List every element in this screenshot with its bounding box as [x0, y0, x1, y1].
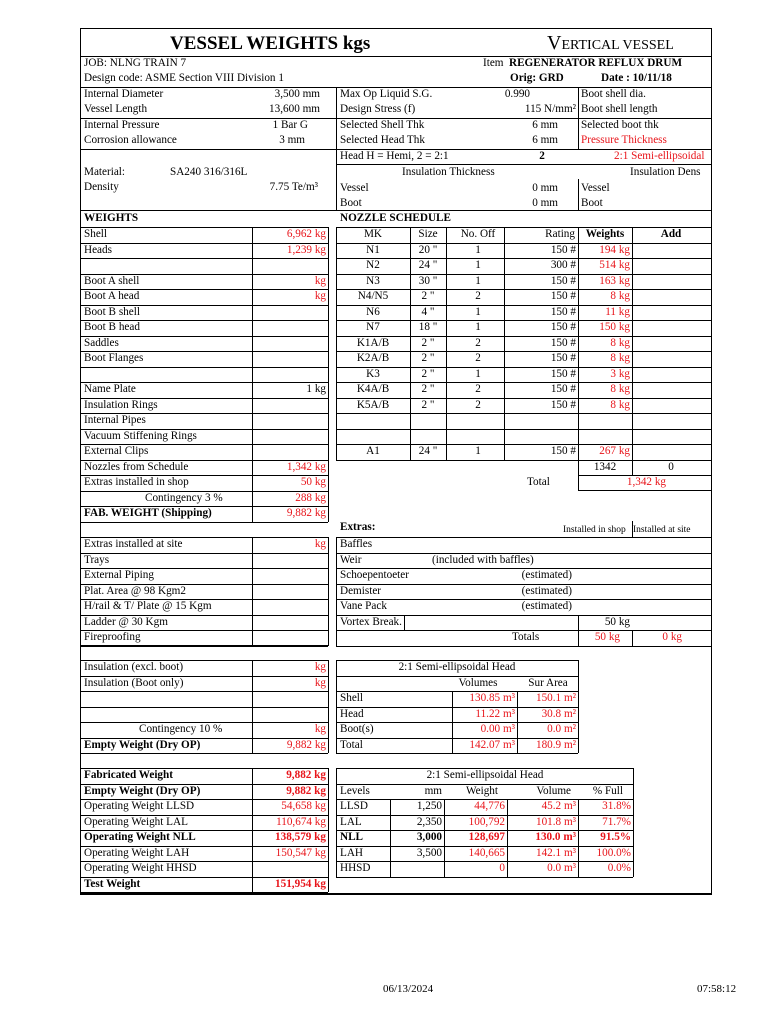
nozzle-header: No. Off	[460, 228, 496, 240]
text-cell: Levels	[340, 785, 370, 797]
text-cell: 11.22 m³	[475, 708, 515, 720]
vessel-type-rest: ERTICAL VESSEL	[561, 38, 674, 53]
job-label: JOB: NLNG TRAIN 7	[84, 57, 187, 69]
text-cell: Insulation Thickness	[402, 166, 495, 178]
nozzle-weight: 11 kg	[605, 306, 630, 318]
grid-line-h	[336, 877, 633, 878]
nozzle-mark: N4/N5	[357, 290, 389, 302]
grid-line-v	[336, 149, 337, 164]
weight-item-value: kg	[314, 290, 326, 302]
site-item-label: H/rail & T/ Plate @ 15 Kgm	[84, 600, 212, 612]
nozzle-rating: 300 #	[550, 259, 576, 271]
operating-value: 151,954 kg	[275, 878, 326, 890]
text-cell: 6 mm	[532, 134, 558, 146]
text-cell: 3,500 mm	[274, 88, 320, 100]
text-cell: 44,776	[474, 800, 505, 812]
text-cell: 50 kg	[594, 631, 620, 643]
weight-item-label: Boot B head	[84, 321, 140, 333]
nozzle-schedule-title: NOZZLE SCHEDULE	[340, 212, 451, 224]
text-cell: Volume	[536, 785, 571, 797]
text-cell: kg	[314, 538, 326, 550]
fab-weight-value: 9,882 kg	[286, 507, 326, 519]
nozzle-header: Rating	[545, 228, 575, 240]
grid-line-h	[80, 893, 711, 895]
extra-item-label: Demister	[340, 585, 382, 597]
text-cell: 2,350	[416, 816, 442, 828]
text-cell: 3,500	[416, 847, 442, 859]
text-cell: Total	[340, 739, 363, 751]
text-cell: Vessel Length	[84, 103, 148, 115]
weight-item-label: Vacuum Stiffening Rings	[84, 430, 197, 442]
nozzle-weight: 150 kg	[599, 321, 630, 333]
grid-line-h	[80, 753, 328, 754]
grid-line-v	[452, 691, 453, 753]
grid-line-v	[578, 615, 579, 646]
grid-line-v	[578, 179, 579, 210]
nozzle-size: 18 "	[418, 321, 438, 333]
text-cell: Totals	[512, 631, 540, 643]
text-cell: Vessel	[340, 182, 369, 194]
grid-line-h	[80, 645, 328, 646]
level-name: NLL	[340, 831, 364, 843]
grid-line-h	[80, 784, 328, 785]
nozzle-size: 20 "	[418, 244, 438, 256]
grid-line-v	[578, 660, 579, 753]
text-cell: Boot	[340, 197, 362, 209]
weight-item-label: Extras installed in shop	[84, 476, 189, 488]
text-cell: % Full	[592, 785, 623, 797]
text-cell: 130.85 m³	[469, 692, 515, 704]
site-item-label: External Piping	[84, 569, 154, 581]
nozzle-qty: 1	[475, 445, 481, 457]
text-cell: Max Op Liquid S.G.	[340, 88, 433, 100]
site-item-label: Ladder @ 30 Kgm	[84, 616, 168, 628]
text-cell: Head H = Hemi, 2 = 2:1	[340, 150, 449, 162]
grid-line-h	[336, 429, 711, 430]
weight-item-value: 6,962 kg	[286, 228, 326, 240]
site-item-label: Trays	[84, 554, 110, 566]
text-cell: Contingency 3 %	[145, 492, 223, 504]
extra-item-label: Weir	[340, 554, 362, 566]
grid-line-h	[336, 753, 578, 754]
nozzle-weight: 8 kg	[610, 352, 630, 364]
text-cell: 50 kg	[604, 616, 630, 628]
operating-value: 54,658 kg	[281, 800, 326, 812]
nozzle-rating: 150 #	[550, 383, 576, 395]
text-cell: 1342	[593, 461, 617, 473]
text-cell: Boot(s)	[340, 723, 374, 735]
text-cell: 100,792	[468, 816, 505, 828]
grid-line-h	[80, 553, 328, 554]
date-label: Date : 10/11/18	[601, 72, 672, 84]
weight-item-value: kg	[314, 275, 326, 287]
text-cell: mm	[424, 785, 442, 797]
grid-line-h	[80, 691, 328, 692]
text-cell: Pressure Thickness	[581, 134, 667, 146]
nozzle-rating: 150 #	[550, 244, 576, 256]
extra-item-label: Vane Pack	[340, 600, 387, 612]
grid-line-h	[336, 646, 711, 647]
text-cell: 101.8 m³	[535, 816, 576, 828]
text-cell: 0 mm	[532, 182, 558, 194]
grid-line-v	[336, 660, 337, 753]
weight-item-label: Boot A head	[84, 290, 140, 302]
site-item-label: Extras installed at site	[84, 538, 183, 550]
text-cell: (estimated)	[521, 569, 572, 581]
text-cell: 71.7%	[602, 816, 631, 828]
text-cell: Contingency 10 %	[139, 723, 223, 735]
text-cell: Insulation (excl. boot)	[84, 661, 184, 673]
text-cell: Installed at site	[633, 525, 691, 535]
nozzle-qty: 1	[475, 259, 481, 271]
nozzle-mark: N3	[366, 275, 380, 287]
nozzle-mark: K1A/B	[356, 337, 390, 349]
grid-line-h	[336, 164, 711, 165]
nozzle-weight: 8 kg	[610, 337, 630, 349]
grid-line-v	[578, 227, 579, 460]
operating-label: Operating Weight LAH	[84, 847, 190, 859]
grid-line-h	[80, 258, 328, 259]
text-cell: Corrosion allowance	[84, 134, 177, 146]
extra-item-label: Schoepentoeter	[340, 569, 409, 581]
operating-value: 150,547 kg	[275, 847, 326, 859]
level-name: LLSD	[340, 800, 368, 812]
grid-line-v	[336, 87, 337, 149]
grid-line-h	[80, 861, 328, 862]
weight-item-label: Heads	[84, 244, 112, 256]
nozzle-mark: N2	[366, 259, 380, 271]
text-cell: 13,600 mm	[269, 103, 320, 115]
nozzle-size: 2 "	[421, 368, 435, 380]
weight-item-value: 50 kg	[300, 476, 326, 488]
text-cell: 128,697	[468, 831, 505, 843]
nozzle-weight: 8 kg	[610, 383, 630, 395]
grid-line-h	[80, 707, 328, 708]
nozzle-weight: 194 kg	[599, 244, 630, 256]
text-cell: 2:1 Semi-ellipsoidal Head	[398, 661, 516, 673]
weights-title: WEIGHTS	[84, 212, 139, 224]
grid-line-v	[252, 768, 253, 892]
text-cell: 9,882 kg	[286, 739, 326, 751]
nozzle-size: 2 "	[421, 352, 435, 364]
text-cell: Insulation (Boot only)	[84, 677, 184, 689]
text-cell: SA240 316/316L	[170, 166, 248, 178]
nozzle-qty: 1	[475, 306, 481, 318]
nozzle-mark: N6	[366, 306, 380, 318]
weight-item-label: Boot Flanges	[84, 352, 144, 364]
page-title: VESSEL WEIGHTS kgs	[170, 33, 371, 54]
footer-time: 07:58:12	[697, 983, 737, 995]
grid-line-v	[632, 227, 633, 460]
nozzle-size: 2 "	[421, 290, 435, 302]
nozzle-qty: 2	[475, 290, 481, 302]
nozzle-header: MK	[363, 228, 383, 240]
level-name: LAL	[340, 816, 362, 828]
nozzle-total-label: Total	[527, 476, 550, 488]
text-cell: kg	[314, 677, 326, 689]
text-cell: 180.9 m²	[535, 739, 576, 751]
grid-line-h	[80, 522, 328, 523]
nozzle-size: 4 "	[421, 306, 435, 318]
nozzle-qty: 1	[475, 244, 481, 256]
text-cell: 0.0 m²	[547, 723, 576, 735]
nozzle-size: 2 "	[421, 399, 435, 411]
nozzle-rating: 150 #	[550, 445, 576, 457]
text-cell: Boot	[581, 197, 603, 209]
nozzle-header: Add	[660, 228, 682, 240]
text-cell: (included with baffles)	[432, 554, 534, 566]
text-cell: kg	[314, 723, 326, 735]
nozzle-weight: 163 kg	[599, 275, 630, 287]
grid-line-h	[80, 846, 328, 847]
grid-line-v	[336, 537, 337, 646]
text-cell: Installed in shop	[563, 525, 626, 535]
text-cell: 130.0 m³	[535, 831, 576, 843]
text-cell: 142.07 m³	[469, 739, 515, 751]
footer-date: 06/13/2024	[383, 983, 434, 995]
extra-item-label: Vortex Break.	[340, 616, 402, 628]
nozzle-rating: 150 #	[550, 306, 576, 318]
grid-line-v	[578, 799, 579, 877]
grid-line-v	[336, 164, 337, 210]
nozzle-qty: 1	[475, 321, 481, 333]
operating-value: 9,882 kg	[286, 785, 326, 797]
text-cell: 0.00 m³	[480, 723, 515, 735]
text-cell: 2	[539, 150, 545, 162]
text-cell: 115 N/mm²	[524, 103, 576, 115]
nozzle-rating: 150 #	[550, 399, 576, 411]
text-cell: Vessel	[581, 182, 610, 194]
grid-line-h	[80, 830, 328, 831]
weight-item-label: External Clips	[84, 445, 149, 457]
text-cell: 0	[499, 862, 505, 874]
extra-item-label: Baffles	[340, 538, 373, 550]
text-cell: 3 mm	[279, 134, 305, 146]
text-cell: 0 kg	[662, 631, 682, 643]
nozzle-header: Weights	[585, 228, 625, 240]
text-cell: Head	[340, 708, 364, 720]
text-cell: (estimated)	[521, 600, 572, 612]
weight-item-value: 1,239 kg	[286, 244, 326, 256]
grid-line-v	[517, 691, 518, 753]
nozzle-weight: 8 kg	[610, 399, 630, 411]
grid-line-v	[328, 537, 329, 646]
nozzle-qty: 2	[475, 383, 481, 395]
text-cell: 2:1 Semi-ellipsoidal Head	[426, 769, 544, 781]
text-cell: 0.0 m³	[547, 862, 576, 874]
grid-line-v	[328, 768, 329, 892]
weight-item-value: 1,342 kg	[286, 461, 326, 473]
nozzle-rating: 150 #	[550, 275, 576, 287]
nozzle-mark: K4A/B	[356, 383, 390, 395]
nozzle-mark: K3	[366, 368, 380, 380]
text-cell: Internal Pressure	[84, 119, 160, 131]
grid-line-h	[336, 537, 711, 538]
text-cell: 0.990	[504, 88, 530, 100]
operating-label: Operating Weight HHSD	[84, 862, 197, 874]
text-cell: Boot shell dia.	[581, 88, 646, 100]
site-item-label: Plat. Area @ 98 Kgm2	[84, 585, 186, 597]
weight-item-label: Nozzles from Schedule	[84, 461, 189, 473]
nozzle-rating: 150 #	[550, 321, 576, 333]
text-cell: 45.2 m³	[541, 800, 576, 812]
nozzle-mark: A1	[366, 445, 380, 457]
nozzle-size: 24 "	[418, 445, 438, 457]
grid-line-h	[578, 490, 711, 491]
weight-item-label: Boot B shell	[84, 306, 140, 318]
nozzle-total-value: 1,342 kg	[626, 476, 666, 488]
grid-line-v	[80, 28, 81, 895]
nozzle-mark: N7	[366, 321, 380, 333]
nozzle-size: 24 "	[418, 259, 438, 271]
grid-line-v	[252, 660, 253, 753]
operating-label: Operating Weight NLL	[84, 831, 196, 843]
text-cell: (estimated)	[521, 585, 572, 597]
grid-line-h	[80, 815, 328, 816]
grid-line-v	[632, 630, 633, 646]
level-name: HHSD	[340, 862, 371, 874]
nozzle-rating: 150 #	[550, 337, 576, 349]
text-cell: Design Stress (f)	[340, 103, 416, 115]
text-cell: 0.0%	[607, 862, 631, 874]
text-cell: 288 kg	[295, 492, 326, 504]
grid-line-v	[336, 768, 337, 877]
text-cell: Insulation Dens	[630, 166, 701, 178]
grid-line-v	[633, 768, 634, 877]
grid-line-v	[404, 615, 405, 630]
text-cell: 100.0%	[596, 847, 631, 859]
text-cell: Sur Area	[528, 677, 568, 689]
grid-line-h	[80, 799, 328, 800]
level-name: LAH	[340, 847, 363, 859]
design-code: Design code: ASME Section VIII Division 1	[84, 72, 284, 84]
grid-line-v	[328, 660, 329, 753]
text-cell: Density	[84, 181, 119, 193]
grid-line-h	[80, 646, 328, 647]
operating-label: Operating Weight LAL	[84, 816, 188, 828]
nozzle-mark: N1	[366, 244, 380, 256]
text-cell: 7.75 Te/m³	[269, 181, 318, 193]
text-cell: Boot shell length	[581, 103, 658, 115]
nozzle-weight: 3 kg	[610, 368, 630, 380]
text-cell: 0 mm	[532, 197, 558, 209]
nozzle-qty: 1	[475, 368, 481, 380]
text-cell: 2:1 Semi-ellipsoidal	[614, 150, 705, 162]
grid-line-h	[336, 413, 711, 414]
nozzle-weight: 514 kg	[599, 259, 630, 271]
grid-line-h	[80, 210, 711, 211]
weight-item-label: Insulation Rings	[84, 399, 158, 411]
text-cell: Selected boot thk	[581, 119, 659, 131]
grid-line-h	[80, 877, 328, 878]
weight-item-label: Boot A shell	[84, 275, 140, 287]
grid-line-v	[711, 537, 712, 646]
grid-line-v	[444, 799, 445, 877]
text-cell: Shell	[340, 692, 363, 704]
weight-item-value: 1 kg	[306, 383, 326, 395]
operating-value: 9,882 kg	[286, 769, 326, 781]
nozzle-weight: 267 kg	[599, 445, 630, 457]
text-cell: kg	[314, 661, 326, 673]
nozzle-mark: K5A/B	[356, 399, 390, 411]
text-cell: 31.8%	[602, 800, 631, 812]
nozzle-qty: 2	[475, 337, 481, 349]
text-cell: 30.8 m²	[541, 708, 576, 720]
fab-weight-label: FAB. WEIGHT (Shipping)	[84, 507, 212, 519]
grid-line-v	[578, 87, 579, 149]
text-cell: 0	[668, 461, 674, 473]
grid-line-h	[336, 861, 633, 862]
text-cell: 1,250	[416, 800, 442, 812]
nozzle-qty: 1	[475, 275, 481, 287]
text-cell: Selected Shell Thk	[340, 119, 425, 131]
operating-label: Test Weight	[84, 878, 141, 890]
grid-line-v	[711, 227, 712, 460]
nozzle-rating: 150 #	[550, 352, 576, 364]
text-cell: 140,665	[468, 847, 505, 859]
weight-item-label: Name Plate	[84, 383, 136, 395]
text-cell: Weight	[465, 785, 498, 797]
nozzle-rating: 150 #	[550, 290, 576, 302]
grid-line-v	[578, 475, 579, 490]
site-item-label: Fireproofing	[84, 631, 141, 643]
weight-item-label: Internal Pipes	[84, 414, 146, 426]
text-cell: 6 mm	[532, 119, 558, 131]
grid-line-v	[390, 799, 391, 877]
nozzle-mark: K2A/B	[356, 352, 390, 364]
operating-label: Operating Weight LLSD	[84, 800, 195, 812]
operating-value: 138,579 kg	[275, 831, 326, 843]
text-cell: 1 Bar G	[272, 119, 308, 131]
grid-line-v	[252, 537, 253, 646]
nozzle-rating: 150 #	[550, 368, 576, 380]
text-cell: Volumes	[458, 677, 498, 689]
nozzle-size: 2 "	[421, 383, 435, 395]
text-cell: Material:	[84, 166, 126, 178]
grid-line-h	[80, 367, 328, 368]
text-cell: Selected Head Thk	[340, 134, 425, 146]
nozzle-size: 30 "	[418, 275, 438, 287]
operating-label: Empty Weight (Dry OP)	[84, 785, 201, 797]
vessel-type-initial: V	[547, 32, 562, 54]
nozzle-qty: 2	[475, 352, 481, 364]
nozzle-header: Size	[418, 228, 438, 240]
item-label: Item	[483, 57, 504, 69]
operating-label: Fabricated Weight	[84, 769, 173, 781]
weight-item-label: Saddles	[84, 337, 119, 349]
nozzle-size: 2 "	[421, 337, 435, 349]
extras-title: Extras:	[340, 521, 376, 533]
item-value: REGENERATOR REFLUX DRUM	[509, 57, 683, 69]
grid-line-v	[252, 227, 253, 522]
nozzle-weight: 8 kg	[610, 290, 630, 302]
grid-line-h	[80, 28, 711, 29]
grid-line-v	[632, 521, 633, 537]
text-cell: Empty Weight (Dry OP)	[84, 739, 201, 751]
weight-item-label: Shell	[84, 228, 107, 240]
nozzle-qty: 2	[475, 399, 481, 411]
text-cell: 150.1 m²	[535, 692, 576, 704]
text-cell: 142.1 m³	[535, 847, 576, 859]
operating-value: 110,674 kg	[276, 816, 326, 828]
vessel-type	[547, 34, 674, 55]
text-cell: 91.5%	[600, 831, 631, 843]
text-cell: 3,000	[416, 831, 442, 843]
orig-label: Orig: GRD	[510, 72, 564, 84]
text-cell: Internal Diameter	[84, 88, 164, 100]
grid-line-v	[507, 799, 508, 877]
